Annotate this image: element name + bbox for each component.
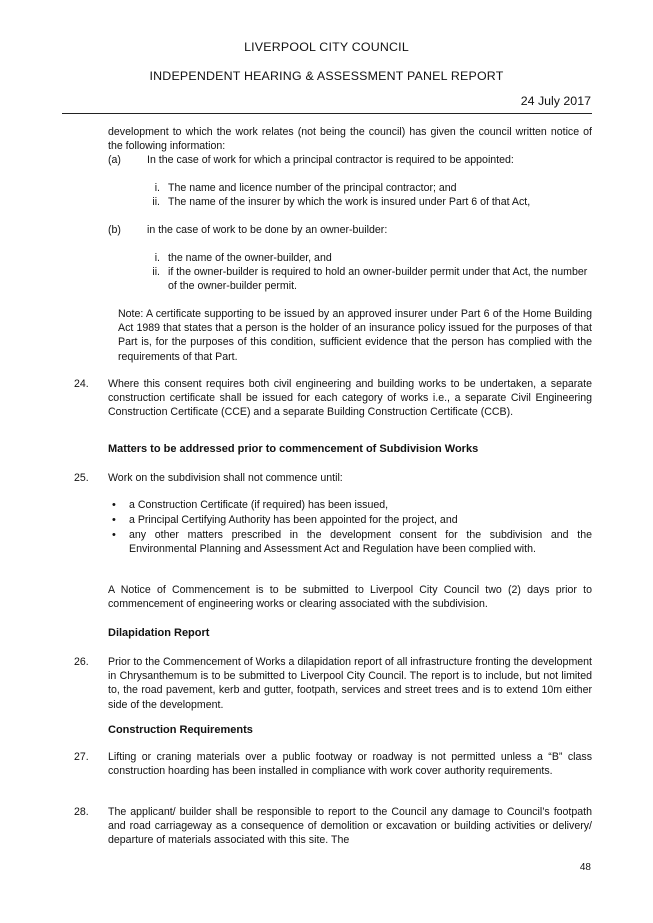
insurance-note: Note: A certificate supporting to be issued by an approved insurer under Part 6 of the Home Building Act 1989 that states that a person is the holder of an insurance policy issued for the purposes of that Part is, for the purposes of this condition, sufficient evidence that the person has complied with the requirements of that Part. (118, 308, 592, 363)
item-b-sub-num: ii. (152, 266, 160, 278)
report-title: INDEPENDENT HEARING & ASSESSMENT PANEL REPORT (149, 69, 504, 83)
report-date: 24 July 2017 (520, 94, 591, 108)
condition-24-number: 24. (74, 378, 89, 390)
item-a-sub-num: ii. (152, 196, 160, 208)
intro-paragraph: development to which the work relates (not being the council) has given the council written notice of the following information: (108, 126, 592, 153)
header-rule (62, 113, 592, 114)
item-a-sub-num: i. (154, 182, 160, 194)
council-name: LIVERPOOL CITY COUNCIL (244, 40, 409, 54)
item-b-sub-text: the name of the owner-builder, and (168, 252, 332, 264)
condition-27-text: Lifting or craning materials over a public footway or roadway is not permitted unless a “B” class construction hoarding has been installed in compliance with work cover authority requirements. (108, 751, 592, 778)
bullet-icon: • (112, 529, 116, 541)
item-a-sub-text: The name and licence number of the principal contractor; and (168, 182, 457, 194)
page-number: 48 (579, 862, 591, 873)
item-b-text: in the case of work to be done by an owner-builder: (147, 224, 388, 236)
bullet-icon: • (112, 499, 116, 511)
heading-construction: Construction Requirements (108, 724, 253, 736)
condition-25-bullet: a Principal Certifying Authority has been appointed for the project, and (129, 514, 458, 526)
heading-dilapidation: Dilapidation Report (108, 627, 210, 639)
condition-26-text: Prior to the Commencement of Works a dilapidation report of all infrastructure fronting the development in Chrysanthemum is to be submitted to Liverpool City Council. The report is to include, but not limited to, the road pavement, kerb and gutter, footpath, services and street trees and is to extend 10m either side of the development. (108, 656, 592, 711)
bullet-icon: • (112, 514, 116, 526)
condition-24-text: Where this consent requires both civil engineering and building works to be undertaken, a separate construction certificate shall be issued for each category of works i.e., a separate Civil Engineering Construction Certificate (CCE) and a separate Building Construction Certificate (CCB). (108, 378, 592, 419)
item-a-sub-text: The name of the insurer by which the work is insured under Part 6 of that Act, (168, 196, 531, 208)
condition-28-number: 28. (74, 806, 89, 818)
item-a-label: (a) (108, 154, 121, 166)
item-b-sub-text: if the owner-builder is required to hold an owner-builder permit under that Act, the number of the owner-builder permit. (168, 266, 588, 293)
condition-25-number: 25. (74, 472, 89, 484)
condition-25-text: Work on the subdivision shall not commence until: (108, 472, 343, 484)
item-b-label: (b) (108, 224, 121, 236)
notice-of-commencement: A Notice of Commencement is to be submitted to Liverpool City Council two (2) days prior to commencement of engineering works or clearing associated with the subdivision. (108, 584, 592, 611)
condition-26-number: 26. (74, 656, 89, 668)
condition-27-number: 27. (74, 751, 89, 763)
item-a-text: In the case of work for which a principal contractor is required to be appointed: (147, 154, 514, 166)
condition-25-bullet: any other matters prescribed in the development consent for the subdivision and the Environmental Planning and Assessment Act and Regulation have been complied with. (129, 529, 592, 556)
heading-subdivision: Matters to be addressed prior to commencement of Subdivision Works (108, 443, 479, 455)
condition-25-bullet: a Construction Certificate (if required) has been issued, (129, 499, 389, 511)
condition-28-text: The applicant/ builder shall be responsible to report to the Council any damage to Council’s footpath and road carriageway as a consequence of demolition or excavation or building activities or delivery/ departure of materials associated with this site. The (108, 806, 592, 847)
item-b-sub-num: i. (154, 252, 160, 264)
